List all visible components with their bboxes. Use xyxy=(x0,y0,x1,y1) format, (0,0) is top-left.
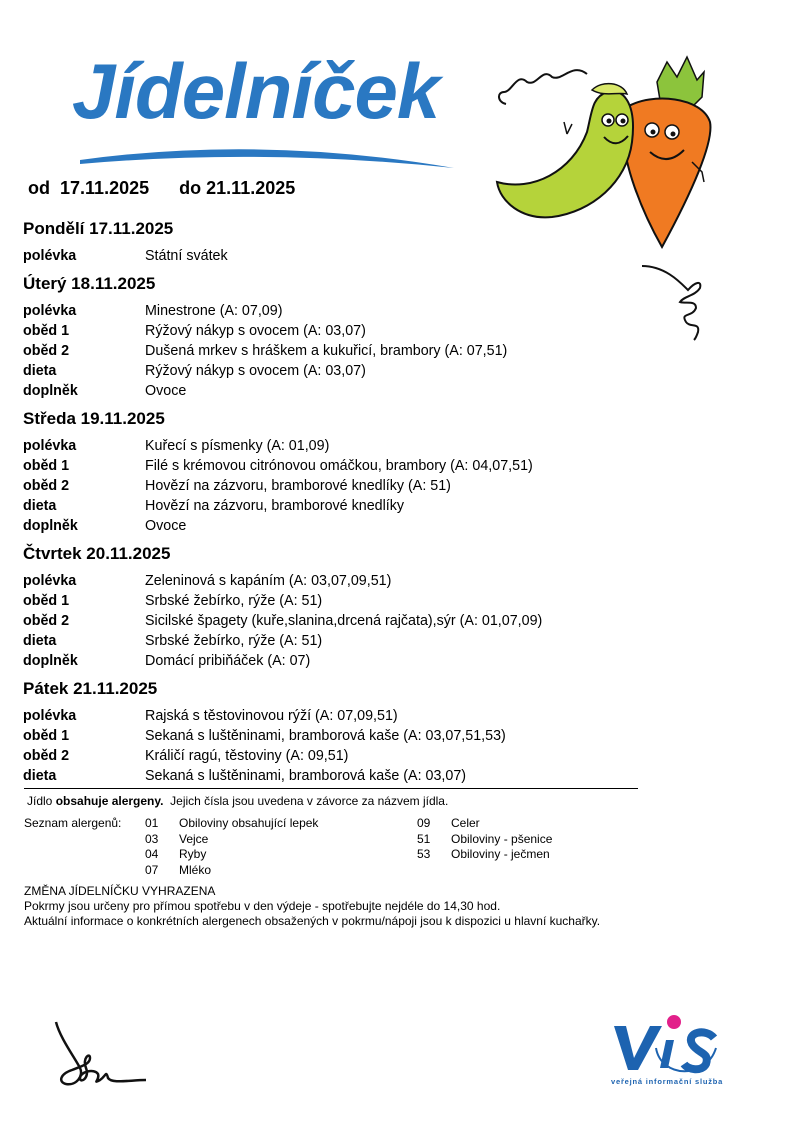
signature-bottom xyxy=(50,1018,150,1093)
meal-label: oběd 2 xyxy=(23,343,70,359)
meal-row xyxy=(23,341,643,361)
meal-label: polévka xyxy=(23,248,77,264)
meal-row xyxy=(23,301,643,321)
menu-change-notice: ZMĚNA JÍDELNÍČKU VYHRAZENA xyxy=(24,884,216,898)
page-title: Jídelníček xyxy=(72,47,440,135)
meal-row xyxy=(23,436,643,456)
meal-row xyxy=(23,746,643,766)
meal-label: polévka xyxy=(23,303,77,319)
meal-label: doplněk xyxy=(23,653,78,669)
allergen-code: 01 xyxy=(145,816,159,830)
meal-value: Sekaná s luštěninami, bramborová kaše (A: 03,07) xyxy=(145,768,467,784)
meal-label: dieta xyxy=(23,633,57,649)
day-section xyxy=(23,678,643,786)
meal-label: doplněk xyxy=(23,518,78,534)
meal-row xyxy=(23,456,643,476)
note-bold: obsahuje alergeny. xyxy=(55,794,164,808)
meal-value: Rýžový nákyp s ovocem (A: 03,07) xyxy=(145,323,366,339)
meal-value: Rajská s těstovinovou rýží (A: 07,09,51) xyxy=(145,708,398,724)
allergen-info-notice: Aktuální informace o konkrétních alergenech obsažených v pokrmu/nápoji jsou k dispozici u hlavní kuchařky. xyxy=(24,914,601,929)
consumption-notice: Pokrmy jsou určeny pro přímou spotřebu v den výdeje - spotřebujte nejdéle do 14,30 hod. xyxy=(24,899,501,914)
meal-value: Sicilské špagety (kuře,slanina,drcená rajčata),sýr (A: 01,07,09) xyxy=(145,613,543,629)
allergen-name: Celer xyxy=(451,816,480,830)
allergen-list-header: Seznam alergenů: xyxy=(24,816,122,830)
meal-label: oběd 2 xyxy=(23,613,70,629)
day-title: Pondělí 17.11.2025 xyxy=(23,219,174,238)
meal-label: oběd 1 xyxy=(23,323,70,339)
allergen-item xyxy=(145,847,318,863)
meal-row xyxy=(23,571,643,591)
meal-value: Státní svátek xyxy=(145,248,228,264)
allergen-code: 04 xyxy=(145,847,159,861)
allergen-item xyxy=(145,832,318,848)
meal-row xyxy=(23,476,643,496)
meal-label: oběd 1 xyxy=(23,458,70,474)
title-underline xyxy=(80,149,454,168)
meal-value: Domácí pribiňáček (A: 07) xyxy=(145,653,311,669)
day-title: Čtvrtek 20.11.2025 xyxy=(23,544,171,563)
meal-label: oběd 2 xyxy=(23,748,70,764)
allergen-code: 09 xyxy=(417,816,431,830)
allergen-name: Obiloviny - ječmen xyxy=(451,847,550,861)
meal-value: Srbské žebírko, rýže (A: 51) xyxy=(145,633,323,649)
meal-value: Hovězí na zázvoru, bramborové knedlíky (A: 51) xyxy=(145,478,451,494)
meal-value: Srbské žebírko, rýže (A: 51) xyxy=(145,593,323,609)
note-suffix: Jejich čísla jsou uvedena v závorce za názvem jídla. xyxy=(163,794,449,808)
allergen-item xyxy=(145,816,318,832)
allergen-name: Ryby xyxy=(179,847,207,861)
allergen-code: 53 xyxy=(417,847,431,861)
from-label: od xyxy=(28,178,50,198)
meal-label: polévka xyxy=(23,573,77,589)
note-prefix: Jídlo xyxy=(27,794,56,808)
meal-label: dieta xyxy=(23,768,57,784)
allergen-item xyxy=(145,863,318,879)
signature-top xyxy=(640,262,722,342)
footer-notes xyxy=(24,884,634,930)
allergen-name: Obiloviny - pšenice xyxy=(451,831,553,846)
day-section xyxy=(23,273,643,401)
meal-value: Hovězí na zázvoru, bramborové knedlíky xyxy=(145,498,405,514)
meal-row xyxy=(23,361,643,381)
meal-row xyxy=(23,651,643,671)
day-section xyxy=(23,408,643,536)
day-title: Středa 19.11.2025 xyxy=(23,409,165,428)
meal-value: Minestrone (A: 07,09) xyxy=(145,303,283,319)
title-logo xyxy=(62,40,462,180)
meal-value: Ovoce xyxy=(145,383,187,399)
allergen-name: Mléko xyxy=(179,862,212,877)
meal-row xyxy=(23,246,643,266)
meal-row xyxy=(23,766,643,786)
meal-row xyxy=(23,321,643,341)
meal-row xyxy=(23,496,643,516)
meal-label: oběd 1 xyxy=(23,593,70,609)
allergen-item xyxy=(417,816,552,832)
meal-label: dieta xyxy=(23,498,57,514)
allergen-code: 07 xyxy=(145,862,159,877)
allergen-column-left xyxy=(145,816,318,878)
meal-row xyxy=(23,631,643,651)
meal-row xyxy=(23,706,643,726)
allergen-name: Obiloviny obsahující lepek xyxy=(179,816,319,830)
meal-label: doplněk xyxy=(23,383,78,399)
meal-label: polévka xyxy=(23,438,77,454)
divider xyxy=(24,788,638,789)
allergen-item xyxy=(417,832,552,848)
day-section xyxy=(23,218,643,266)
meal-label: oběd 1 xyxy=(23,728,70,744)
from-date: 17.11.2025 xyxy=(60,178,150,198)
meal-label: dieta xyxy=(23,363,57,379)
day-section xyxy=(23,543,643,671)
allergen-column-right xyxy=(417,816,552,863)
allergen-code: 51 xyxy=(417,831,431,846)
meal-row xyxy=(23,611,643,631)
meal-row xyxy=(23,381,643,401)
vis-tagline: veřejná informační služba xyxy=(611,1077,724,1086)
to-date: 21.11.2025 xyxy=(206,178,296,198)
allergen-note xyxy=(27,793,448,809)
allergen-name: Vejce xyxy=(179,831,209,846)
to-label: do xyxy=(179,178,202,198)
meal-label: oběd 2 xyxy=(23,478,70,494)
allergen-item xyxy=(417,847,552,863)
allergen-code: 03 xyxy=(145,831,159,846)
meal-value: Zeleninová s kapáním (A: 03,07,09,51) xyxy=(145,573,392,589)
meal-value: Rýžový nákyp s ovocem (A: 03,07) xyxy=(145,363,366,379)
meal-row xyxy=(23,516,643,536)
meal-value: Filé s krémovou citrónovou omáčkou, brambory (A: 04,07,51) xyxy=(145,458,533,474)
meal-row xyxy=(23,591,643,611)
day-title: Úterý 18.11.2025 xyxy=(23,274,156,293)
meal-value: Králičí ragú, těstoviny (A: 09,51) xyxy=(145,748,349,764)
weekly-menu xyxy=(23,218,643,793)
meal-value: Dušená mrkev s hráškem a kukuřicí, brambory (A: 07,51) xyxy=(145,343,508,359)
date-range xyxy=(28,178,295,199)
meal-row xyxy=(23,726,643,746)
meal-value: Kuřecí s písmenky (A: 01,09) xyxy=(145,438,330,454)
day-title: Pátek 21.11.2025 xyxy=(23,679,158,698)
meal-label: polévka xyxy=(23,708,77,724)
meal-value: Sekaná s luštěninami, bramborová kaše (A: 03,07,51,53) xyxy=(145,728,506,744)
meal-value: Ovoce xyxy=(145,518,187,534)
